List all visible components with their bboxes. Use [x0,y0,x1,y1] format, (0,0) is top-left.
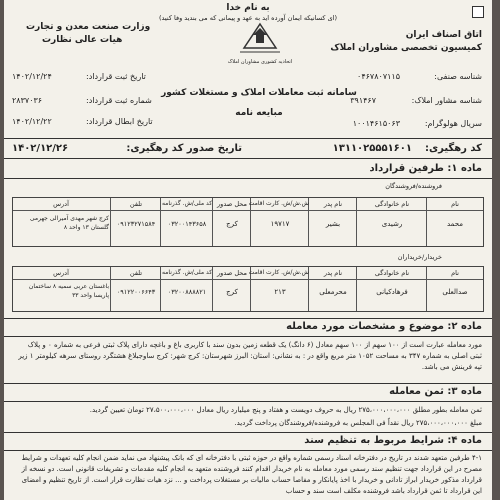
buyer-issue-place: کرج [226,288,238,296]
article4-title: ماده ۴: شرایط مربوط به تنظیم سند [304,435,482,446]
buyers-col-address: آدرس [53,269,69,277]
buyers-col-issue-place: محل صدور [217,269,247,277]
reg-date-label: تاریخ ثبت قرارداد: [86,72,146,81]
seller-surname: رشیدی [381,220,403,228]
commission-title: کمیسیون تخصصی مشاوران املاک [330,43,482,53]
buyers-table [12,266,484,312]
system-title: سامانه ثبت معاملات املاک و مستغلات کشور [161,88,357,98]
union-logo-icon [232,22,288,60]
buyers-col-father: نام پدر [323,269,343,277]
col-address: آدرس [53,200,69,208]
ministry-title: وزارت صنعت معدن و تجارت [26,22,151,32]
buyer-name: صدالعلی [442,288,468,296]
seller-father: بشیر [325,220,341,228]
top-subtitle: (ای کسانیکه ایمان آورده اید به عهد و پیمانی که می بندید وفا کنید) [158,14,338,22]
bismillah: به نام خدا [226,3,270,13]
buyers-col-surname: نام خانوادگی [374,269,410,277]
article2-title: ماده ۲: موضوع و مشخصات مورد معامله [286,321,482,332]
agent-id-value: ۳۹۱۴۶۷ [350,96,376,105]
hologram-serial-label: سریال هولوگرام: [424,119,482,128]
cancel-date-value: ۱۴۰۲/۱۲/۲۲ [12,117,52,126]
guild-id-label: شناسه صنفی: [434,72,482,81]
tracking-date-label: تاریخ صدور کد رهگیری: [126,143,242,154]
tracking-code-label: کد رهگیری: [424,143,482,154]
reg-number-label: شماره ثبت قرارداد: [86,96,152,105]
buyers-col-national-code: کد ملی/ش. گذرنامه [161,269,213,276]
article4-text: ۴-۱ طرفین متعهد شدند در تاریخ در دفترخانه اسناد رسمی شماره واقع در حوزه ثبتی با دفترخانه ای که بانک پیشنهاد می نماید ضمن انجام کلیه تعهدات و شرایط مصرح در این قرارداد جهت تنظیم سند رسمی مورد معامله به نام خریدار اقدام کنند فروشنده متعهد به انجام کلیه مقدمات و تشریفات قانونی است. دو نسخه از قرارداد مذکور خریدار ابراز تادانی و خریدار با اخذ پایانکار و مفاصا حساب مالیات بر مستغلات پرداخت و ... نزد هیات نظارت قرار است. از تاریخ تنظیم و امضای این قرارداد تا ثمن قرارداد باشد فروشنده مکلف است سند و حساب [21,454,482,495]
col-issue-place: محل صدور [217,200,247,208]
reg-number-value: ۲۸۳۷۰۳۶ [12,96,43,105]
article2-text: مورد معامله عبارت است از ۱۰۰ سهم از ۱۰۰ سهم معادل (۶ دانگ) یک قطعه زمین بدون سند با کاربری باغ و باغچه دارای پلاک ثبتی فرعی به شماره ۰ و پلاک ثبتی اصلی به شماره ۳۴۷ به مساحت ۱۰۵۲ متر مربع واقع در : به نشانی: استان: البرز شهرستان: کرج شهر: کرج ساوجبلاغ هشتگرد روستای سرهه کیلومتر ۱ زیر تپه فرینش می باشد. [18,341,482,371]
contract-document [4,0,492,500]
cancel-date-label: تاریخ ابطال قرارداد: [86,117,153,126]
buyers-col-id: ش.ش/ش. کارت اقامت [248,269,309,276]
sellers-label: فروشنده/فروشندگان [385,182,442,190]
buyer-address: باغستان عربی سمیه ۸ ساختمان پاریسا واحد ۳۳ [28,283,109,299]
buyer-surname: فرهادکیانی [376,288,408,296]
article3-title: ماده ۳: ثمن معامله [389,386,482,397]
hologram-serial-value: ۱۰۰۱۴۶۱۵۰۶۳ [352,119,400,128]
buyers-col-name: نام [451,269,459,277]
col-id: ش.ش/ش. کارت اقامت [248,200,309,207]
buyer-phone: ۰۹۱۲۲۰۰۶۶۴۳ [116,288,156,296]
seller-id: ۱۹۷۱۷ [270,220,290,228]
buyer-national-code: ۰۳۲۰۰۸۸۸۸۲۱ [167,288,207,296]
seller-national-code: ۰۳۲۰۰۱۴۳۶۵۸ [167,220,207,228]
buyer-father: محرمعلی [319,288,347,296]
buyers-label: خریدار/خریداران [397,253,442,261]
guild-id-value: ۰۴۶۷۸۰۷۱۱۵ [357,72,400,81]
doc-type-title: مبایعه نامه [235,108,283,118]
col-phone: تلفن [129,200,143,208]
buyers-col-phone: تلفن [129,269,143,277]
col-national-code: کد ملی/ش. گذرنامه [161,200,213,207]
article1-title: ماده ۱: طرفین قرارداد [369,163,482,174]
seller-address: کرج شهر مهدی آمیرالی جهرمی گلستان ۱۳ واحد ۸ [29,215,109,231]
supervision-board-title: هیات عالی نظارت [42,35,123,45]
seller-issue-place: کرج [226,220,238,228]
sellers-table [12,197,484,247]
col-father: نام پدر [323,200,343,208]
buyer-id: ۲۱۳ [274,288,286,296]
tracking-code-value: ۱۳۱۱۰۲۵۵۵۱۶۰۱ [332,143,412,154]
guild-chamber-title: اتاق اصناف ایران [405,30,482,40]
logo-caption: اتحادیه کشوری مشاوران املاک [227,59,293,65]
tracking-date-value: ۱۴۰۲/۱۲/۲۶ [12,143,69,154]
col-name: نام [451,200,459,208]
col-surname: نام خانوادگی [374,200,410,208]
seller-phone: ۰۹۱۲۳۲۷۱۵۸۴ [116,220,156,228]
reg-date-value: ۱۴۰۲/۱۲/۲۴ [12,72,52,81]
agent-id-label: شناسه مشاور املاک: [411,96,482,105]
article3-line2: مبلغ ۲۷۵،۰۰۰،۰۰۰،۰۰۰ ریال نقداً فی المجلس به فروشنده/فروشندگان پرداخت گردید. [234,419,482,427]
article3-line1: ثمن معامله بطور مطلق ۲۷۵،۰۰۰،۰۰۰،۰۰۰ ریال به حروف دویست و هفتاد و پنج میلیارد ریال معادل ۲۷،۵۰۰،۰۰۰،۰۰۰ تومان تعیین گردید. [89,406,482,414]
seller-name: محمد [447,220,463,228]
corner-checkbox [472,6,484,18]
